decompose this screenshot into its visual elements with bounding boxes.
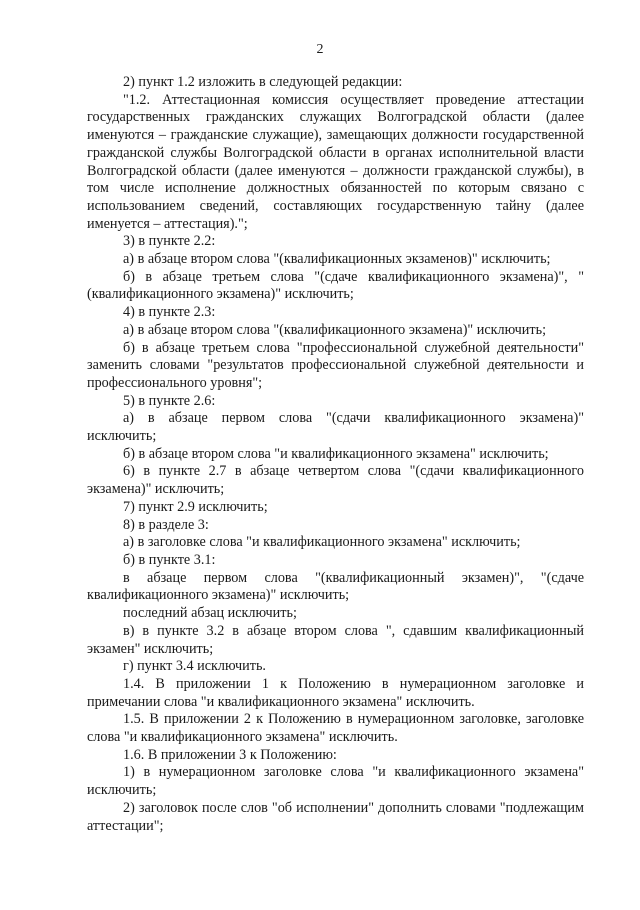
paragraph: 7) пункт 2.9 исключить; xyxy=(123,498,268,515)
paragraph: 6) в пункте 2.7 в абзаце четвертом слова "(сдачи квалификационного экзамена)" исключить; xyxy=(87,463,584,498)
paragraph: г) пункт 3.4 исключить. xyxy=(123,658,266,675)
paragraph: 1.4. В приложении 1 к Положению в нумерационном заголовке и примечании слова "и квалификационного экзамена" исключить. xyxy=(87,675,584,710)
paragraph: а) в заголовке слова "и квалификационного экзамена" исключить; xyxy=(123,534,521,551)
paragraph: 1) в нумерационном заголовке слова "и квалификационного экзамена" исключить; xyxy=(87,764,584,799)
paragraph: 1.5. В приложении 2 к Положению в нумерационном заголовке, заголовке слова "и квалификационного экзамена" исключить. xyxy=(87,711,584,746)
paragraph: а) в абзаце первом слова "(сдачи квалификационного экзамена)" исключить; xyxy=(87,410,584,445)
paragraph: б) в абзаце третьем слова "(сдаче квалификационного экзамена)", "(квалификационного экзамена)" исключить; xyxy=(87,268,584,303)
paragraph: б) в пункте 3.1: xyxy=(123,551,216,568)
paragraph: 2) пункт 1.2 изложить в следующей редакции: xyxy=(123,74,403,90)
document-body xyxy=(87,74,584,835)
paragraph: а) в абзаце втором слова "(квалификационного экзамена)" исключить; xyxy=(123,321,547,338)
paragraph: 5) в пункте 2.6: xyxy=(123,392,216,409)
paragraph: в) в пункте 3.2 в абзаце втором слова ", сдавшим квалификационный экзамен" исключить; xyxy=(87,622,584,657)
paragraph: 2) заголовок после слов "об исполнении" дополнить словами "подлежащим аттестации"; xyxy=(87,799,584,834)
paragraph: б) в абзаце третьем слова "профессиональной служебной деятельности" заменить словами "результатов профессиональной служебной деятельности и профессионального уровня"; xyxy=(87,339,584,391)
paragraph: б) в абзаце втором слова "и квалификационного экзамена" исключить; xyxy=(123,445,549,462)
paragraph: 4) в пункте 2.3: xyxy=(123,304,216,321)
page-number: 2 xyxy=(316,42,324,57)
paragraph: в абзаце первом слова "(квалификационный экзамен)", "(сдаче квалификационного экзамена)" исключить; xyxy=(87,569,584,604)
paragraph: последний абзац исключить; xyxy=(123,605,297,622)
paragraph: "1.2. Аттестационная комиссия осуществляет проведение аттестации государственных гражданских служащих Волгоградской области (далее именуются – гражданские служащие), замещающих должности государственной гражданской службы Волгоградской области в органах исполнительной власти Волгоградской области (далее именуются – должности гражданской службы), в том числе исполнение должностных обязанностей по которым связано с использованием сведений, составляющих государственную тайну (далее именуется – аттестация)."; xyxy=(87,91,584,232)
paragraph: 1.6. В приложении 3 к Положению: xyxy=(123,746,337,763)
paragraph: 8) в разделе 3: xyxy=(123,516,209,533)
paragraph: а) в абзаце втором слова "(квалификационных экзаменов)" исключить; xyxy=(123,251,551,268)
paragraph: 3) в пункте 2.2: xyxy=(123,233,216,250)
